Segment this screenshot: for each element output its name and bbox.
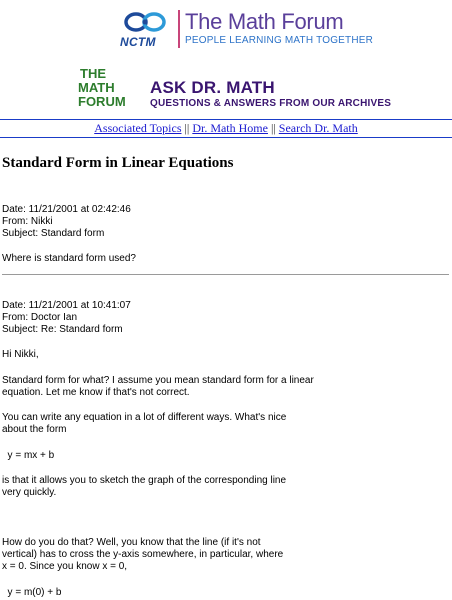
search-dr-math-link[interactable]: Search Dr. Math bbox=[278, 121, 358, 135]
math-forum-title[interactable]: The Math Forum bbox=[185, 9, 344, 34]
logo-line-the: THE bbox=[80, 66, 106, 81]
nav-bar bbox=[0, 121, 452, 136]
nctm-swirl-icon bbox=[122, 10, 170, 34]
page-title: Standard Form in Linear Equations bbox=[2, 155, 234, 171]
logo-line-math: MATH bbox=[78, 80, 115, 95]
answer-paragraph-3-line-2: very quickly. bbox=[2, 487, 57, 498]
math-forum-stacked-logo[interactable] bbox=[78, 67, 142, 109]
answer-greeting: Hi Nikki, bbox=[2, 349, 39, 360]
answer-paragraph-2-line-1: You can write any equation in a lot of different ways. What's nice bbox=[2, 412, 287, 423]
equation-x-zero: y = m(0) + b bbox=[2, 587, 62, 598]
answer-paragraph-2-line-2: about the form bbox=[2, 424, 67, 435]
nav-bottom-rule bbox=[0, 137, 452, 138]
answer-paragraph-1-line-1: Standard form for what? I assume you mean standard form for a linear bbox=[2, 375, 314, 386]
question-from: From: Nikki bbox=[2, 216, 53, 227]
answer-paragraph-1-line-2: equation. Let me know if that's not correct. bbox=[2, 387, 190, 398]
equation-slope-intercept: y = mx + b bbox=[2, 450, 55, 461]
question-date: Date: 11/21/2001 at 02:42:46 bbox=[2, 204, 131, 215]
math-forum-tagline: PEOPLE LEARNING MATH TOGETHER bbox=[185, 35, 374, 46]
answer-paragraph-4-line-2: vertical) has to cross the y-axis somewhere, in particular, where bbox=[2, 549, 284, 560]
question-subject: Subject: Standard form bbox=[2, 228, 105, 239]
answer-date: Date: 11/21/2001 at 10:41:07 bbox=[2, 300, 131, 311]
logo-line-forum: FORUM bbox=[78, 94, 126, 109]
nav-separator: || bbox=[270, 121, 276, 135]
question-body: Where is standard form used? bbox=[2, 253, 136, 264]
ask-dr-math-title[interactable]: ASK DR. MATH bbox=[150, 78, 275, 97]
nctm-logo-text: NCTM bbox=[120, 35, 156, 49]
header-divider bbox=[178, 10, 180, 48]
answer-paragraph-4-line-1: How do you do that? Well, you know that the line (if it's not bbox=[2, 537, 261, 548]
answer-paragraph-3-line-1: is that it allows you to sketch the graph of the corresponding line bbox=[2, 475, 287, 486]
associated-topics-link[interactable]: Associated Topics bbox=[94, 121, 182, 135]
message-divider bbox=[2, 274, 449, 275]
answer-from: From: Doctor Ian bbox=[2, 312, 78, 323]
answer-paragraph-4-line-3: x = 0. Since you know x = 0, bbox=[2, 561, 128, 572]
ask-dr-math-subtitle: QUESTIONS & ANSWERS FROM OUR ARCHIVES bbox=[150, 98, 392, 109]
dr-math-home-link[interactable]: Dr. Math Home bbox=[192, 121, 268, 135]
nctm-logo[interactable] bbox=[120, 10, 172, 50]
nav-top-rule bbox=[0, 119, 452, 120]
nav-separator: || bbox=[184, 121, 190, 135]
answer-subject: Subject: Re: Standard form bbox=[2, 324, 123, 335]
